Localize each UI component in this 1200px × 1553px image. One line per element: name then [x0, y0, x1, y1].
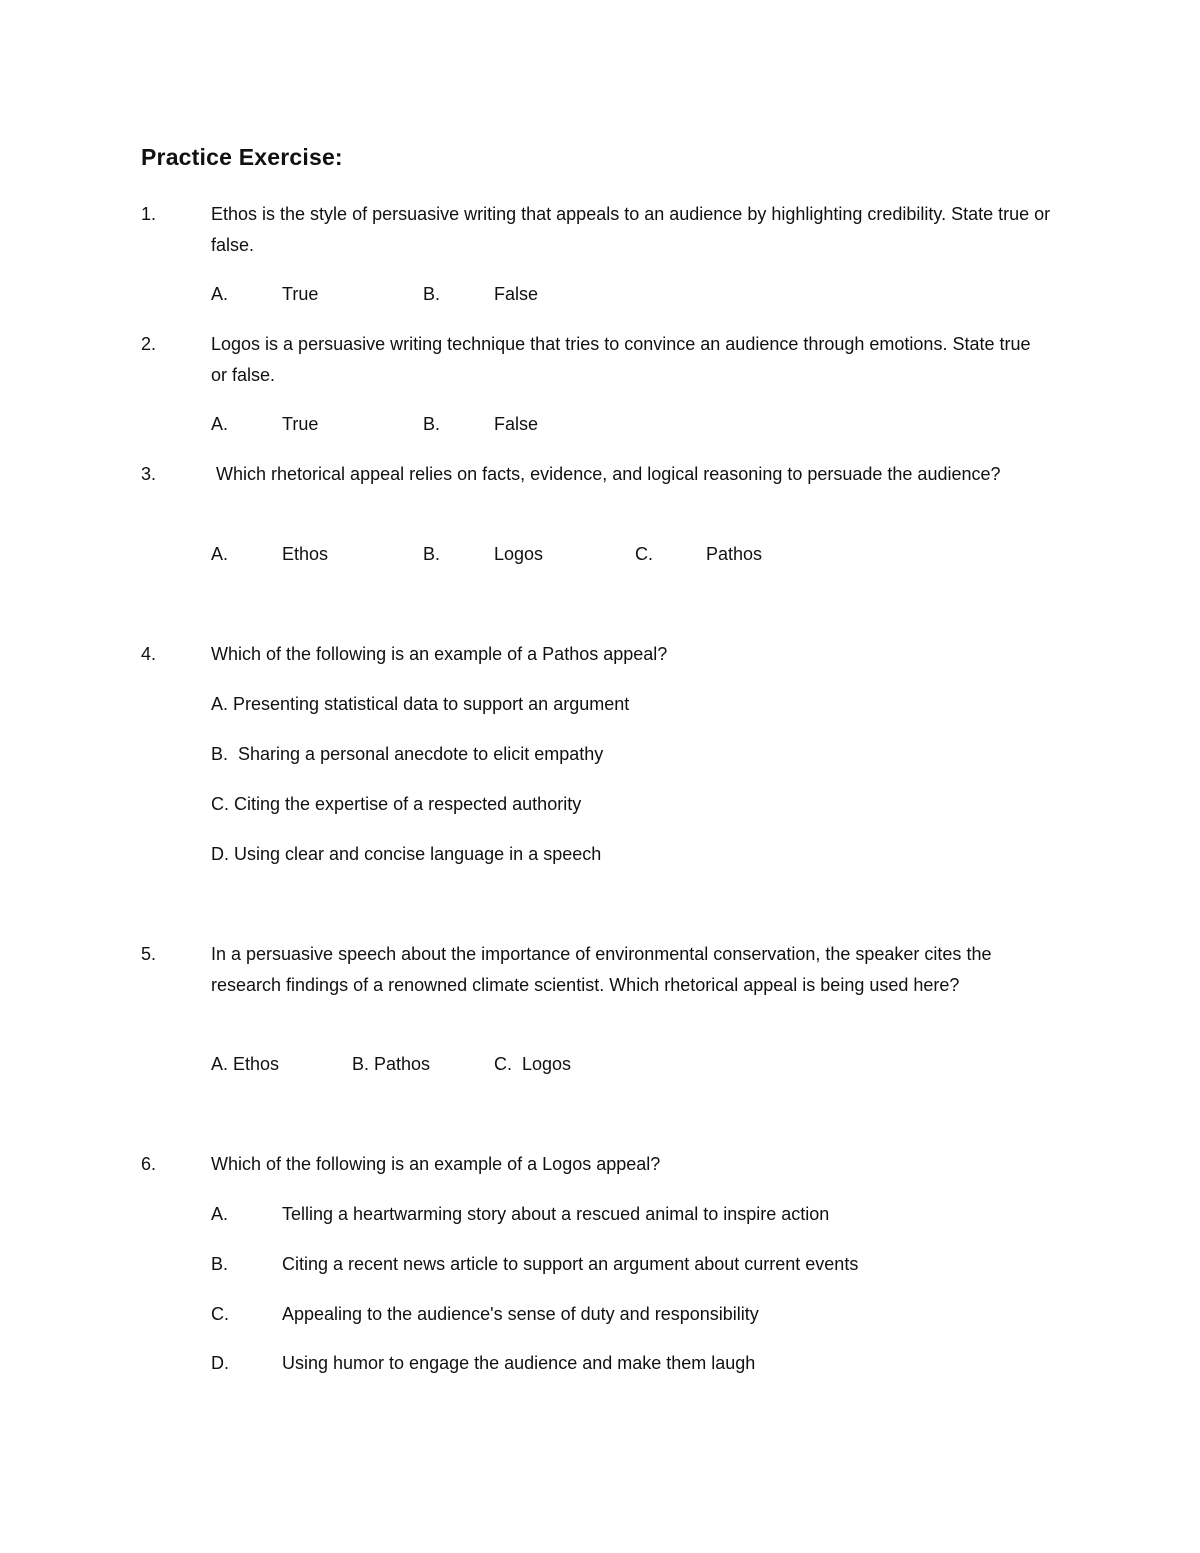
option-text: Using humor to engage the audience and make them laugh — [282, 1353, 756, 1373]
option-letter: C. — [211, 1304, 229, 1324]
option-letter: B. — [423, 544, 441, 564]
option-text: D. Using clear and concise language in a speech — [211, 844, 602, 864]
option-text: Citing a recent news article to support an argument about current events — [282, 1254, 859, 1274]
option-text: False — [494, 414, 539, 434]
question-number: 3. — [141, 464, 157, 484]
question-number: 2. — [141, 334, 157, 354]
option-text: Telling a heartwarming story about a rescued animal to inspire action — [282, 1204, 830, 1224]
page-title: Practice Exercise: — [141, 144, 343, 170]
option-letter: B. — [423, 414, 441, 434]
option-letter: A. — [211, 1204, 229, 1224]
option-letter: B. — [211, 1254, 229, 1274]
option-text: True — [282, 414, 319, 434]
option-text: True — [282, 284, 319, 304]
option-letter: A. — [211, 284, 229, 304]
question-text: Which of the following is an example of a Logos appeal? — [211, 1154, 661, 1174]
question-text: In a persuasive speech about the importance of environmental conservation, the speaker cites the research findings of a renowned climate scientist. Which rhetorical appeal is being used here? — [211, 944, 992, 995]
option-text: C. Logos — [494, 1054, 572, 1074]
option-letter: B. — [423, 284, 441, 304]
option-letter: D. — [211, 1353, 229, 1373]
option-text: False — [494, 284, 539, 304]
option-text: Appealing to the audience's sense of duty and responsibility — [282, 1304, 759, 1324]
option-text: Logos — [494, 544, 544, 564]
question-number: 1. — [141, 204, 157, 224]
option-text: B. Sharing a personal anecdote to elicit empathy — [211, 744, 604, 764]
question-number: 4. — [141, 644, 157, 664]
option-letter: C. — [635, 544, 653, 564]
question-number: 5. — [141, 944, 157, 964]
question-text: Ethos is the style of persuasive writing that appeals to an audience by highlighting credibility. State true or false. — [211, 204, 1051, 255]
option-text: Ethos — [282, 544, 329, 564]
question-text: Which rhetorical appeal relies on facts, evidence, and logical reasoning to persuade the audience? — [211, 464, 1001, 484]
option-letter: A. — [211, 544, 229, 564]
option-letter: A. — [211, 414, 229, 434]
option-text: C. Citing the expertise of a respected authority — [211, 794, 582, 814]
option-text: A. Ethos — [211, 1054, 280, 1074]
question-text: Which of the following is an example of a Pathos appeal? — [211, 644, 668, 664]
question-text: Logos is a persuasive writing technique that tries to convince an audience through emotions. State true or false. — [211, 334, 1031, 385]
option-text: Pathos — [706, 544, 763, 564]
option-text: A. Presenting statistical data to support an argument — [211, 694, 630, 714]
question-number: 6. — [141, 1154, 157, 1174]
option-text: B. Pathos — [352, 1054, 431, 1074]
